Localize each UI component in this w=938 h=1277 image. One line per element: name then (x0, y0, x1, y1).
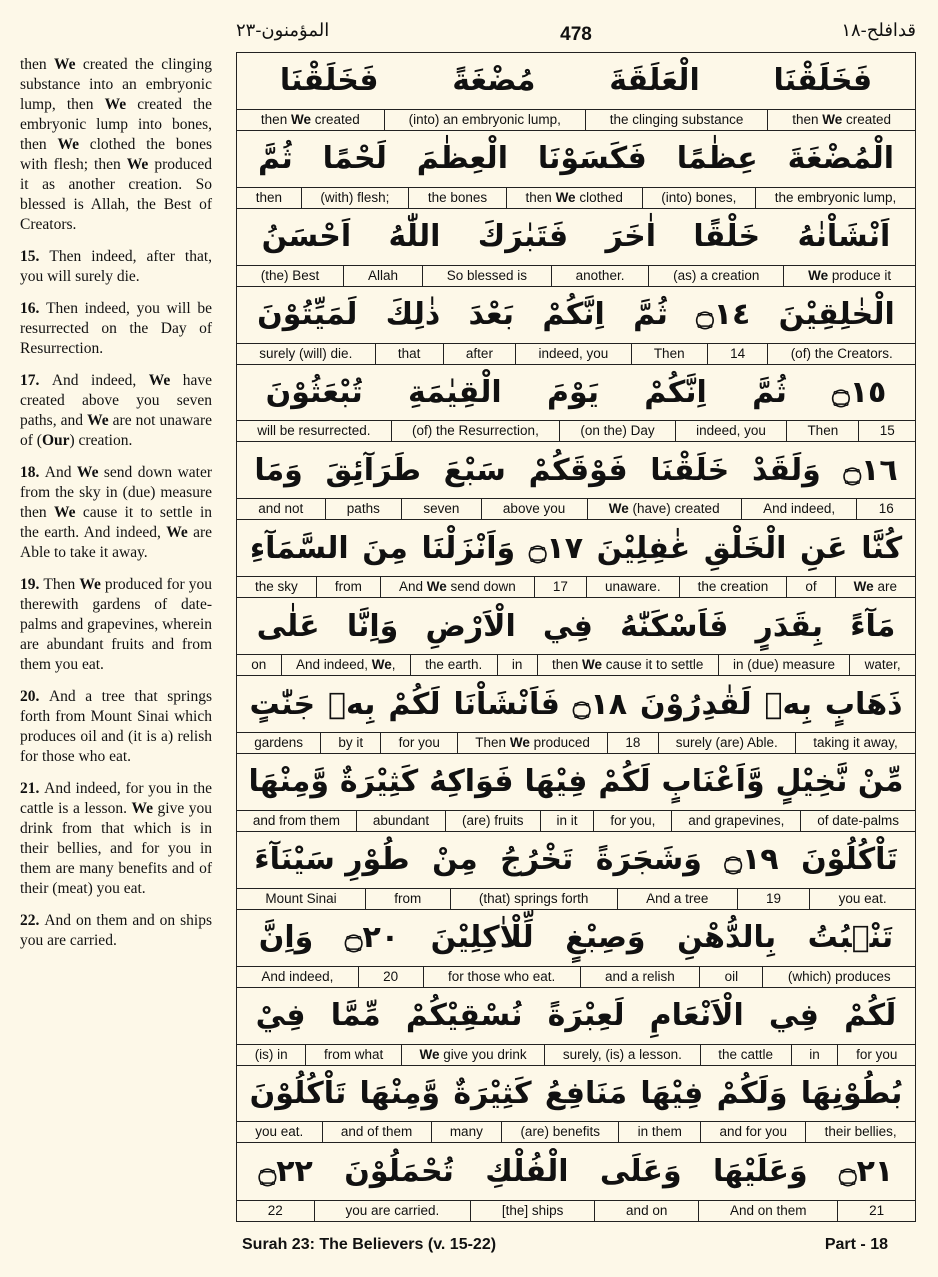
gloss-cell: on (251, 657, 267, 673)
arabic-word: يَوْمَ (546, 375, 600, 410)
gloss-cell: the clinging substance (585, 110, 767, 130)
grid-row (237, 53, 915, 131)
english-gloss-line (237, 498, 915, 519)
gloss-cell: unaware. (586, 577, 679, 597)
arabic-word: وَاِنَّا (346, 608, 399, 644)
gloss-cell: taking it away, (795, 733, 915, 753)
arabic-word: وَاَنْزَلْنَا (421, 530, 516, 566)
arabic-line (237, 1143, 915, 1200)
gloss-cell: Then (786, 421, 858, 441)
arabic-word: غٰفِلِيْنَ (596, 530, 691, 566)
arabic-word: الْاَرْضِ (425, 608, 516, 644)
grid-row (237, 442, 915, 520)
arabic-word: لَكُمْ (598, 764, 651, 800)
arabic-word: اِنَّكُمْ (542, 297, 605, 333)
arabic-word: فَاَنْشَاْنَا (453, 686, 560, 722)
english-gloss-line (237, 576, 915, 597)
gloss-cell: (that) springs forth (450, 889, 617, 909)
arabic-line (237, 287, 915, 343)
arabic-word: فَكَسَوْنَا (537, 141, 647, 177)
arabic-word: وَّمِنْهَا (359, 1076, 441, 1112)
gloss-cell: and of them (322, 1122, 431, 1142)
translation-verse (20, 575, 212, 675)
arabic-word: نُسْقِيْكُمْ (405, 998, 523, 1034)
verse-text: Then We produced for you therewith gardens of date-palms and grapevines, wherein are abundant fruits and from them you eat. (20, 576, 212, 673)
translation-verse (20, 371, 212, 451)
surah-name-arabic: المؤمنون-٢٣ (236, 20, 330, 41)
gloss-cell: in (497, 655, 537, 675)
arabic-word: لَحْمًا (322, 141, 387, 177)
translation-verse (20, 779, 212, 899)
arabic-line (237, 598, 915, 654)
verse-number: 17. (20, 372, 52, 389)
arabic-word: فَاَسْكَنّٰهُ (620, 608, 729, 644)
arabic-word: الْعَلَقَةَ (609, 63, 700, 99)
gloss-cell: (is) in (254, 1046, 288, 1062)
arabic-word: لَكُمْ (844, 998, 897, 1034)
gloss-cell: And on them (698, 1201, 837, 1221)
gloss-cell: (the) Best (260, 267, 320, 283)
page-header (236, 18, 916, 48)
gloss-cell: and on (594, 1201, 698, 1221)
gloss-cell: 14 (707, 344, 768, 364)
gloss-cell: (which) produces (762, 967, 915, 987)
grid-row (237, 598, 915, 676)
arabic-word: فِي (542, 608, 593, 644)
gloss-cell: And indeed, (741, 499, 857, 519)
gloss-cell: 22 (267, 1203, 283, 1219)
arabic-line (237, 53, 915, 109)
arabic-word: فَوْقَكُمْ (528, 452, 628, 488)
arabic-word: الْفُلْكِ (485, 1154, 569, 1190)
arabic-word: الْاَنْعَامِ (649, 998, 744, 1034)
grid-row (237, 676, 915, 754)
arabic-word: فَتَبٰرَكَ (477, 219, 569, 255)
gloss-cell: paths (325, 499, 402, 519)
gloss-cell: We are (835, 577, 915, 597)
arabic-word: ۝٢٢ (258, 1154, 313, 1190)
gloss-cell: (into) an embryonic lump, (384, 110, 585, 130)
arabic-word: بَعْدَ (468, 297, 515, 333)
verse-number: 15. (20, 248, 50, 265)
gloss-cell: from what (305, 1045, 401, 1065)
translation-column (20, 55, 212, 963)
arabic-word: ۝١٨ (572, 686, 628, 722)
gloss-cell: Allah (343, 266, 422, 286)
english-gloss-line (237, 810, 915, 831)
arabic-line (237, 1066, 915, 1122)
arabic-word: مِّنْ نَّخِيْلٍ (775, 764, 904, 800)
arabic-word: لَمَيِّتُوْنَ (257, 297, 358, 333)
arabic-word: لَقٰدِرُوْنَ (639, 686, 752, 722)
page-footer (236, 1236, 916, 1258)
gloss-cell: And indeed, (261, 968, 334, 984)
gloss-cell: [the] ships (470, 1201, 594, 1221)
arabic-word: تَاْكُلُوْنَ (249, 1076, 347, 1112)
arabic-word: تَنْۢبُتُ (807, 920, 894, 956)
gloss-cell: for you, (593, 811, 671, 831)
arabic-word: ثُمَّ (633, 297, 668, 333)
arabic-word: سَبْعَ (443, 452, 506, 488)
arabic-word: بُطُوْنِهَا (800, 1076, 903, 1112)
arabic-word: وَلَقَدْ (751, 452, 821, 488)
arabic-word: مُضْغَةً (452, 63, 536, 99)
arabic-line (237, 365, 915, 421)
gloss-cell: the creation (679, 577, 787, 597)
arabic-word: خَلَقْنَا (650, 452, 730, 488)
gloss-cell: the sky (254, 579, 298, 595)
grid-row (237, 287, 915, 365)
arabic-word: الْخَلْقِ (703, 530, 787, 566)
page-number: 478 (560, 24, 592, 45)
gloss-cell: (of) the Resurrection, (391, 421, 559, 441)
verse-number: 21. (20, 780, 45, 797)
english-gloss-line (237, 1044, 915, 1065)
gloss-cell: then We cause it to settle (537, 655, 718, 675)
gloss-cell: you are carried. (314, 1201, 470, 1221)
arabic-word: عَلٰى (256, 608, 320, 644)
arabic-word: مِنَ (362, 530, 408, 566)
english-gloss-line (237, 888, 915, 909)
arabic-word: خَلْقًا (693, 219, 761, 255)
arabic-word: وَمَا (254, 452, 303, 488)
gloss-cell: seven (401, 499, 481, 519)
gloss-cell: And a tree (617, 889, 737, 909)
grid-row (237, 988, 915, 1066)
gloss-cell: indeed, you (675, 421, 786, 441)
gloss-cell: by it (320, 733, 380, 753)
verse-text: And a tree that springs forth from Mount Sinai which produces oil and (it is a) relish for those who eat. (20, 688, 212, 765)
arabic-word: كُنَّا (861, 530, 903, 566)
gloss-cell: the bones (408, 188, 506, 208)
verse-text: And on them and on ships you are carried. (20, 912, 213, 949)
gloss-cell: in it (540, 811, 594, 831)
grid-row (237, 365, 915, 443)
verse-number: 16. (20, 300, 47, 317)
gloss-cell: in (791, 1045, 838, 1065)
verse-text: then We created the clinging substance into an embryonic lump, then We created the embryonic lump into bones, then We clothed the bones with flesh; then We produced it as another creation. So blessed is Allah, the Best of Creators. (20, 56, 212, 233)
arabic-word: الْخٰلِقِيْنَ (778, 297, 895, 333)
gloss-cell: and a relish (580, 967, 700, 987)
verse-text: And indeed, for you in the cattle is a lesson. We give you drink from that which is in their bellies, and for you in them are many benefits and of their (meat) you eat. (20, 780, 213, 897)
gloss-cell: from (365, 889, 450, 909)
arabic-word: مَنَافِعُ (544, 1076, 628, 1112)
arabic-word: تَاْكُلُوْنَ (801, 842, 898, 878)
arabic-line (237, 988, 915, 1044)
arabic-word: ۝١٥ (832, 375, 887, 410)
english-gloss-line (237, 966, 915, 987)
gloss-cell: of (786, 577, 834, 597)
arabic-line (237, 832, 915, 888)
arabic-word: ۝١٤ (696, 297, 751, 333)
translation-verse (20, 687, 212, 767)
gloss-cell: abundant (356, 811, 445, 831)
english-gloss-line (237, 343, 915, 364)
arabic-line (237, 442, 915, 498)
arabic-word: اللّٰهُ (388, 219, 441, 255)
verse-text: And We send down water from the sky in (due) measure then We cause it to settle in the earth. And indeed, We are Able to take it away. (20, 464, 213, 561)
gloss-cell: after (443, 344, 516, 364)
gloss-cell: We give you drink (401, 1045, 544, 1065)
arabic-word: الْقِيٰمَةِ (408, 375, 502, 410)
arabic-word: فَخَلَقْنَا (279, 63, 379, 99)
surah-title: Surah 23: The Believers (v. 15-22) (242, 1236, 497, 1253)
gloss-cell: (as) a creation (648, 266, 783, 286)
arabic-word: وَّمِنْهَا (248, 764, 329, 800)
gloss-cell: and from them (252, 812, 340, 828)
grid-row (237, 910, 915, 988)
gloss-cell: And indeed, We, (281, 655, 410, 675)
verse-text: And indeed, We have created above you seven paths, and We are not unaware of (Our) creation. (20, 372, 212, 449)
gloss-cell: will be resurrected. (257, 423, 371, 439)
arabic-word: فِيْهَا (524, 764, 588, 800)
gloss-cell: gardens (254, 735, 303, 751)
gloss-cell: (are) benefits (501, 1122, 618, 1142)
gloss-cell: then We created (767, 110, 915, 130)
gloss-cell: 15 (858, 421, 915, 441)
translation-verse (20, 911, 212, 951)
arabic-word: لَعِبْرَةً (547, 998, 625, 1034)
english-gloss-line (237, 654, 915, 675)
gloss-cell: many (431, 1122, 502, 1142)
translation-verse (20, 463, 212, 563)
arabic-word: كَثِيْرَةٌ (339, 764, 419, 800)
gloss-cell: and not (258, 501, 304, 517)
gloss-cell: then (255, 189, 282, 205)
arabic-line (237, 520, 915, 576)
arabic-word: وَشَجَرَةً (595, 842, 702, 878)
arabic-word: ذَهَابٍ (824, 686, 903, 722)
arabic-word: تُبْعَثُوْنَ (265, 375, 363, 410)
gloss-cell: 21 (837, 1201, 915, 1221)
gloss-cell: 20 (358, 967, 423, 987)
arabic-word: فِي (768, 998, 819, 1034)
gloss-cell: in (due) measure (718, 655, 850, 675)
arabic-line (237, 131, 915, 187)
gloss-cell: you eat. (809, 889, 915, 909)
arabic-line (237, 754, 915, 810)
arabic-word: وَعَلَى (599, 1154, 682, 1190)
arabic-word: طَرَآئِقَ (325, 452, 421, 488)
gloss-cell: Then We produced (457, 733, 607, 753)
arabic-word: كَثِيْرَةٌ (453, 1076, 532, 1112)
gloss-cell: Then (631, 344, 707, 364)
arabic-word: وَلَكُمْ (716, 1076, 788, 1112)
arabic-word: لِّلْاٰكِلِيْنَ (430, 920, 534, 956)
arabic-word: مِّمَّا (330, 998, 381, 1034)
gloss-cell: (into) bones, (642, 188, 755, 208)
arabic-word: وَصِبْغٍ (565, 920, 646, 956)
part-label: Part - 18 (824, 1236, 888, 1253)
gloss-cell: surely (are) Able. (658, 733, 795, 753)
arabic-word: ۝١٩ (724, 842, 779, 878)
gloss-cell: oil (699, 967, 762, 987)
arabic-word: مِنْ (432, 842, 478, 878)
arabic-word: الْمُضْغَةَ (787, 141, 895, 177)
arabic-word: اَحْسَنُ (261, 219, 352, 255)
gloss-cell: surely, (is) a lesson. (544, 1045, 699, 1065)
arabic-word: فِيْ (255, 998, 306, 1034)
english-gloss-line (237, 1200, 915, 1221)
arabic-word: فِيْهَا (640, 1076, 704, 1112)
part-name-arabic: قدافلح-١٨ (841, 20, 916, 41)
gloss-cell: Mount Sinai (265, 890, 337, 906)
arabic-word: السَّمَآءِ (249, 530, 349, 566)
arabic-word: طُوْرِ سَيْنَآءَ (254, 842, 410, 878)
english-gloss-line (237, 420, 915, 441)
gloss-cell: that (375, 344, 443, 364)
gloss-cell: the embryonic lump, (755, 188, 915, 208)
verse-text: Then indeed, you will be resurrected on the Day of Resurrection. (20, 300, 212, 357)
arabic-word: بِهٖ (764, 686, 813, 722)
gloss-cell: for those who eat. (423, 967, 580, 987)
english-gloss-line (237, 732, 915, 753)
arabic-word: اِنَّكُمْ (644, 375, 707, 410)
gloss-cell: So blessed is (422, 266, 551, 286)
grid-row (237, 754, 915, 832)
gloss-cell: surely (will) die. (259, 345, 353, 361)
gloss-cell: the earth. (410, 655, 497, 675)
arabic-word: جَنّٰتٍ (249, 686, 316, 722)
translation-verse (20, 247, 212, 287)
gloss-cell: of date-palms (800, 811, 915, 831)
verse-number: 19. (20, 576, 44, 593)
arabic-word: فَخَلَقْنَا (773, 63, 873, 99)
gloss-cell: 18 (607, 733, 657, 753)
gloss-cell: above you (481, 499, 587, 519)
gloss-cell: then We created (260, 111, 360, 127)
arabic-word: وَّاَعْنَابٍ (661, 764, 765, 800)
arabic-word: عَنِ (800, 530, 848, 566)
verse-number: 20. (20, 688, 49, 705)
arabic-word: الْعِظٰمَ (416, 141, 508, 177)
english-gloss-line (237, 265, 915, 286)
grid-row (237, 1143, 915, 1221)
arabic-word: بِالدُّهْنِ (677, 920, 777, 956)
gloss-cell: 17 (534, 577, 586, 597)
grid-row (237, 209, 915, 287)
arabic-word: ۝٢١ (839, 1154, 894, 1190)
gloss-cell: We (have) created (587, 499, 741, 519)
arabic-word: ۝١٦ (843, 452, 898, 488)
arabic-word: ثُمَّ (752, 375, 787, 410)
arabic-word: وَاِنَّ (258, 920, 314, 956)
arabic-word: اٰخَرَ (605, 219, 657, 255)
translation-verse (20, 299, 212, 359)
arabic-word: بِهٖ (327, 686, 376, 722)
gloss-cell: indeed, you (515, 344, 630, 364)
arabic-word: اَنْشَاْنٰهُ (797, 219, 891, 255)
verse-text: Then indeed, after that, you will surely die. (20, 248, 213, 285)
arabic-word: بِقَدَرٍ (755, 608, 824, 644)
arabic-word: ذٰلِكَ (385, 297, 441, 333)
arabic-word: تَخْرُجُ (500, 842, 574, 878)
translation-verse (20, 55, 212, 235)
arabic-word: تُحْمَلُوْنَ (344, 1154, 454, 1190)
arabic-word: فَوَاكِهُ (429, 764, 514, 800)
english-gloss-line (237, 187, 915, 208)
gloss-cell: you eat. (255, 1124, 304, 1140)
gloss-cell: for you (380, 733, 457, 753)
gloss-cell: another. (551, 266, 648, 286)
grid-row (237, 832, 915, 910)
english-gloss-line (237, 109, 915, 130)
gloss-cell: (are) fruits (445, 811, 539, 831)
word-by-word-grid (236, 52, 916, 1222)
gloss-cell: water, (849, 655, 915, 675)
gloss-cell: and for you (700, 1122, 805, 1142)
gloss-cell: then We clothed (506, 188, 642, 208)
gloss-cell: (on the) Day (559, 421, 675, 441)
gloss-cell: And We send down (380, 577, 534, 597)
gloss-cell: the cattle (700, 1045, 791, 1065)
gloss-cell: from (316, 577, 380, 597)
gloss-cell: 19 (737, 889, 810, 909)
arabic-line (237, 209, 915, 265)
gloss-cell: for you (837, 1045, 915, 1065)
english-gloss-line (237, 1121, 915, 1142)
verse-number: 22. (20, 912, 45, 929)
arabic-word: لَكُمْ (388, 686, 441, 722)
arabic-word: ثُمَّ (257, 141, 293, 177)
arabic-word: ۝٢٠ (344, 920, 400, 956)
gloss-cell: (with) flesh; (301, 188, 408, 208)
gloss-cell: (of) the Creators. (767, 344, 915, 364)
gloss-cell: 16 (856, 499, 915, 519)
arabic-line (237, 910, 915, 966)
arabic-word: ۝١٧ (528, 530, 584, 566)
verse-number: 18. (20, 464, 45, 481)
arabic-line (237, 676, 915, 732)
gloss-cell: their bellies, (805, 1122, 915, 1142)
gloss-cell: and grapevines, (671, 811, 800, 831)
gloss-cell: in them (618, 1122, 700, 1142)
grid-row (237, 131, 915, 209)
arabic-word: عِظٰمًا (676, 141, 758, 177)
arabic-word: وَعَلَيْهَا (713, 1154, 808, 1190)
grid-row (237, 1066, 915, 1144)
arabic-word: مَآءً (850, 608, 896, 644)
grid-row (237, 520, 915, 598)
gloss-cell: We produce it (783, 266, 915, 286)
